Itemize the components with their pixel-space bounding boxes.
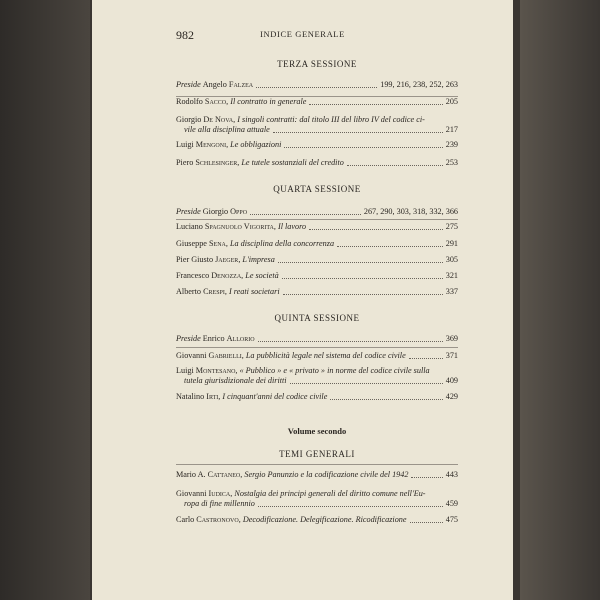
page-ref: 475	[445, 515, 458, 524]
dot-leader	[273, 132, 443, 133]
dot-leader	[284, 147, 442, 148]
page-ref: 275	[445, 222, 458, 231]
separator: ,	[241, 351, 246, 360]
entry-title: Sergio Panunzio e la codificazione civile del 1942	[244, 470, 409, 479]
entry-text	[176, 255, 275, 265]
entry-title: La disciplina della concorrenza	[229, 239, 335, 248]
toc-entry	[176, 287, 458, 297]
book-page	[92, 0, 513, 600]
entry-text	[176, 158, 344, 168]
separator: ,	[273, 222, 278, 231]
chair-first-name: Angelo	[202, 80, 229, 89]
author-first-name: Luigi	[176, 140, 196, 149]
entry-title: I cinquant'anni del codice civile	[222, 392, 328, 401]
entry-line	[176, 366, 458, 376]
entry-title: Decodificazione. Delegificazione. Ricodificazione	[242, 515, 407, 524]
separator: ,	[226, 140, 231, 149]
entry-text	[176, 351, 406, 361]
page-ref: 239	[445, 140, 458, 149]
page-ref: 443	[445, 470, 458, 479]
author-first-name: Pier Giusto	[176, 255, 216, 264]
dot-leader	[409, 358, 443, 359]
dot-leader	[347, 165, 443, 166]
entry-text	[176, 222, 306, 232]
page-ref: 199, 216, 238, 252, 263	[380, 80, 458, 89]
separator: ,	[226, 97, 231, 106]
author-surname: Gabrielli	[208, 351, 242, 360]
entry-title-cont: vile alla disciplina attuale	[184, 125, 270, 134]
session-title: QUINTA SESSIONE	[274, 313, 360, 323]
entry-text	[176, 140, 281, 150]
running-title: INDICE GENERALE	[260, 29, 345, 39]
entry-title: Le tutele sostanziali del credito	[241, 158, 344, 167]
entry-line	[176, 470, 458, 480]
author-first-name: Alberto	[176, 287, 204, 296]
author-first-name: Giorgio	[176, 115, 204, 124]
toc-entry	[176, 392, 458, 402]
author-first-name: Luigi	[176, 366, 196, 375]
toc-entry	[176, 140, 458, 150]
page-ref: 429	[445, 392, 458, 401]
page-ref: 409	[445, 376, 458, 385]
author-first-name: Carlo	[176, 515, 197, 524]
dot-leader	[258, 341, 443, 342]
author-first-name: Mario A.	[176, 470, 208, 479]
author-surname: Sacco	[204, 97, 227, 106]
author-surname: Sena	[208, 239, 226, 248]
dot-leader	[309, 104, 442, 105]
chair-surname: Allorio	[226, 334, 255, 343]
entry-title: Il lavoro	[277, 222, 307, 231]
entry-title: Le obbligazioni	[230, 140, 282, 149]
entry-line	[176, 140, 458, 150]
entry-text	[176, 334, 255, 344]
divider-rule	[176, 464, 458, 465]
chair-role: Preside	[176, 80, 203, 89]
entry-line	[176, 158, 458, 168]
author-surname: Irti	[206, 392, 219, 401]
toc-entry	[176, 97, 458, 107]
entry-line	[176, 255, 458, 265]
author-surname: Spagnuolo Vigorita	[204, 222, 274, 231]
toc-entry	[176, 351, 458, 361]
entry-title: Le società	[245, 271, 279, 280]
page-ref: 291	[445, 239, 458, 248]
entry-title: L'impresa	[242, 255, 275, 264]
dot-leader	[411, 477, 442, 478]
entry-continuation	[176, 376, 458, 386]
separator: ,	[224, 287, 229, 296]
dot-leader	[410, 522, 443, 523]
entry-line	[176, 515, 458, 525]
entry-title: I reati societari	[228, 287, 280, 296]
chair-entry	[176, 334, 458, 344]
author-surname: Denozza	[211, 271, 242, 280]
separator: ,	[225, 239, 230, 248]
chair-entry	[176, 80, 458, 90]
divider-rule	[176, 347, 458, 348]
page-ref: 253	[445, 158, 458, 167]
author-surname: Jaeger	[215, 255, 239, 264]
toc-entry	[176, 115, 458, 135]
toc-entry	[176, 222, 458, 232]
dot-leader	[309, 229, 443, 230]
entry-title: Nostalgia dei principi generali del diritto comune nell'Eu-	[234, 489, 426, 498]
entry-line	[176, 351, 458, 361]
page-ref: 305	[445, 255, 458, 264]
entry-text	[176, 271, 279, 281]
dot-leader	[250, 214, 361, 215]
entry-text	[176, 239, 334, 249]
toc-entry	[176, 470, 458, 480]
separator: ,	[238, 515, 243, 524]
author-first-name: Giuseppe	[176, 239, 209, 248]
page-ref: 337	[445, 287, 458, 296]
author-surname: Mengoni	[195, 140, 227, 149]
page-ref: 205	[445, 97, 458, 106]
author-surname: De Nova	[203, 115, 234, 124]
toc-entry	[176, 255, 458, 265]
toc-entry	[176, 271, 458, 281]
author-surname: Schlesinger	[195, 158, 238, 167]
author-surname: Crespi	[203, 287, 225, 296]
entry-title: Il contratto in generale	[230, 97, 307, 106]
section-title: TEMI GENERALI	[279, 449, 355, 459]
toc-entry	[176, 239, 458, 249]
background-left	[0, 0, 90, 600]
dot-leader	[258, 506, 443, 507]
chair-role: Preside	[176, 207, 203, 216]
entry-text	[176, 489, 426, 499]
separator: ,	[241, 271, 246, 280]
author-surname: Montesano	[195, 366, 236, 375]
page-ref: 217	[445, 125, 458, 134]
entry-text	[176, 97, 306, 107]
entry-line	[176, 271, 458, 281]
separator: ,	[233, 115, 238, 124]
author-surname: Iudica	[208, 489, 231, 498]
entry-line	[176, 489, 458, 499]
author-first-name: Rodolfo	[176, 97, 205, 106]
author-first-name: Giovanni	[176, 489, 209, 498]
author-surname: Cattaneo	[207, 470, 241, 479]
page-number: 982	[176, 28, 194, 42]
entry-text	[176, 392, 327, 402]
entry-line	[176, 115, 458, 125]
toc-entry	[176, 366, 458, 386]
page-ref: 459	[445, 499, 458, 508]
entry-line	[176, 80, 458, 90]
page-header	[92, 28, 513, 44]
entry-text	[176, 207, 247, 217]
author-first-name: Francesco	[176, 271, 212, 280]
entry-text	[176, 470, 408, 480]
toc-entry	[176, 158, 458, 168]
entry-title: « Pubblico » e « privato » in norme del codice civile sulla	[239, 366, 430, 375]
entry-text	[176, 80, 253, 90]
author-first-name: Giovanni	[176, 351, 209, 360]
entry-line	[176, 207, 458, 217]
entry-line	[176, 392, 458, 402]
entry-line	[176, 97, 458, 107]
entry-line	[176, 287, 458, 297]
author-first-name: Piero	[176, 158, 196, 167]
separator: ,	[237, 158, 242, 167]
divider-rule	[176, 219, 458, 220]
dot-leader	[337, 246, 443, 247]
dot-leader	[282, 278, 443, 279]
dot-leader	[330, 399, 442, 400]
volume-heading: Volume secondo	[287, 426, 347, 436]
toc-entry	[176, 489, 458, 509]
entry-line	[176, 239, 458, 249]
dot-leader	[283, 294, 443, 295]
separator: ,	[218, 392, 223, 401]
chair-entry	[176, 207, 458, 217]
toc-entry	[176, 515, 458, 525]
chair-surname: Oppo	[230, 207, 248, 216]
page-ref: 267, 290, 303, 318, 332, 366	[363, 207, 458, 216]
session-title: QUARTA SESSIONE	[273, 184, 361, 194]
entry-text	[176, 287, 280, 297]
session-title: TERZA SESSIONE	[277, 59, 357, 69]
entry-title: La pubblicità legale nel sistema del codice civile	[245, 351, 406, 360]
page-ref: 371	[445, 351, 458, 360]
page-ref: 369	[445, 334, 458, 343]
dot-leader	[278, 262, 443, 263]
entry-line	[176, 334, 458, 344]
author-surname: Castronovo	[196, 515, 239, 524]
separator: ,	[230, 489, 235, 498]
page-ref: 321	[445, 271, 458, 280]
chair-first-name: Giorgio	[202, 207, 231, 216]
entry-text	[176, 515, 407, 525]
entry-continuation	[176, 499, 458, 509]
separator: ,	[238, 255, 243, 264]
author-first-name: Natalino	[176, 392, 207, 401]
entry-text	[176, 366, 430, 376]
chair-role: Preside	[176, 334, 203, 343]
dot-leader	[290, 383, 443, 384]
entry-title: I singoli contratti: dal titolo III del libro IV del codice ci-	[237, 115, 425, 124]
entry-title-cont: tutela giurisdizionale dei diritti	[184, 376, 287, 385]
background-right	[520, 0, 600, 600]
chair-first-name: Enrico	[202, 334, 227, 343]
separator: ,	[235, 366, 240, 375]
entry-continuation	[176, 125, 458, 135]
entry-title-cont: ropa di fine millennio	[184, 499, 255, 508]
chair-surname: Falzea	[228, 80, 254, 89]
author-first-name: Luciano	[176, 222, 205, 231]
separator: ,	[240, 470, 245, 479]
dot-leader	[256, 87, 377, 88]
entry-text	[176, 115, 425, 125]
entry-line	[176, 222, 458, 232]
